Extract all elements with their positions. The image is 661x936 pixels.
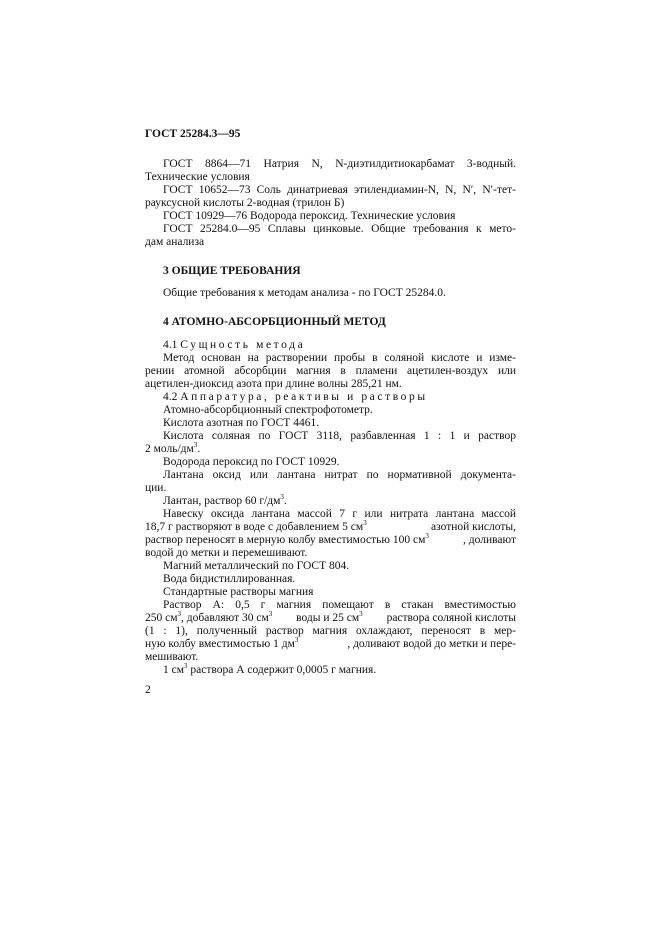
solution-a-concentration: 1 $см^3$ раствора А содержит 0,0005 г магния.: [163, 662, 377, 676]
section-4-title: 4 АТОМНО-АБСОРБЦИОННЫЙ МЕТОД: [163, 316, 386, 328]
item-magnesium-metal: Магний металлический по ГОСТ 804.: [163, 560, 350, 572]
page-number: 2: [145, 684, 151, 696]
item-lanthanum-solution: Лантан, раствор 60 $г/дм^3$.: [163, 493, 287, 507]
section-3-text: Общие требования к методам анализа - по ГОСТ 25284.0.: [163, 287, 446, 299]
clause-4-2-title: 4.2 Аппаратура, реактивы и растворы: [163, 391, 428, 403]
item-water: Вода бидистиллированная.: [163, 573, 296, 585]
item-nitric-acid: Кислота азотная по ГОСТ 4461.: [163, 417, 320, 429]
clause-4-1-title: 4.1 Сущность метода: [163, 339, 306, 351]
section-3-title: 3 ОБЩИЕ ТРЕБОВАНИЯ: [163, 265, 301, 277]
item-hydrogen-peroxide: Водорода пероксид по ГОСТ 10929.: [163, 456, 340, 468]
item-spectrophotometer: Атомно-абсорбционный спектрофотометр.: [163, 404, 373, 416]
page-header: ГОСТ 25284.3—95: [145, 128, 241, 140]
item-standard-solutions: Стандартные растворы магния: [163, 586, 314, 598]
